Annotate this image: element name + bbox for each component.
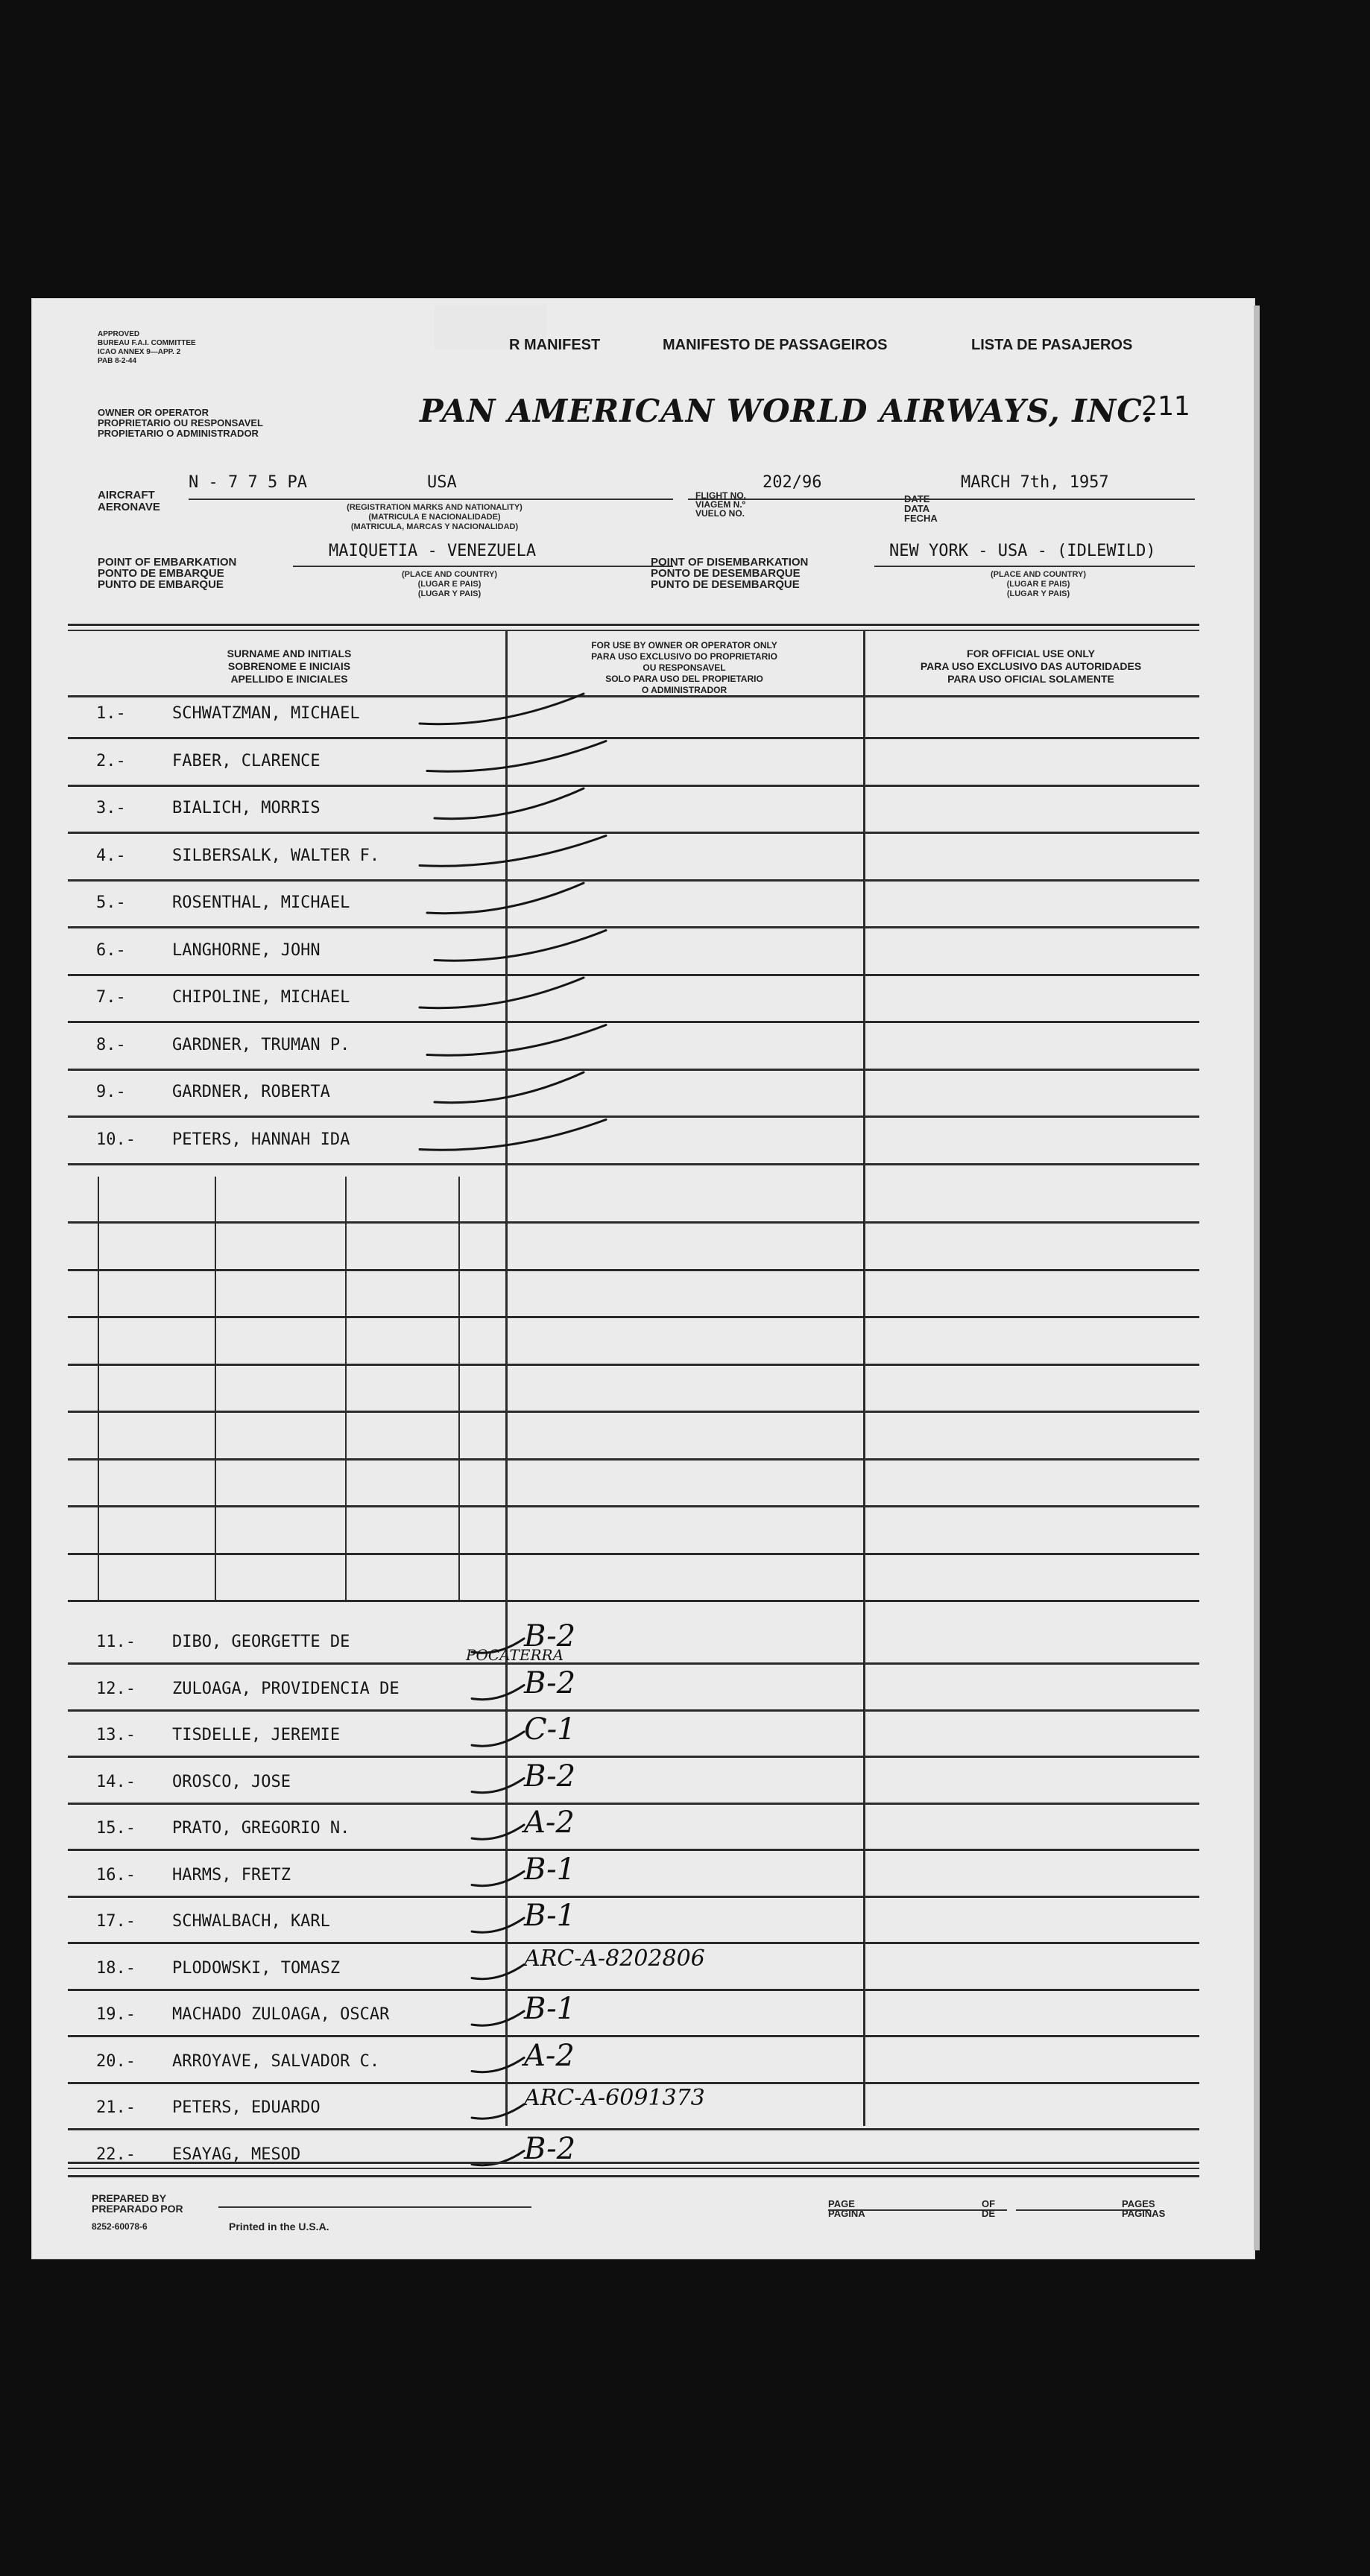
row-number: 6.-	[96, 940, 126, 960]
passenger-name: HARMS, FRETZ	[172, 1865, 291, 1884]
row-number: 18.-	[96, 1958, 136, 1978]
aircraft-value: N - 7 7 5 PA	[189, 473, 307, 492]
dash-mark	[472, 1732, 524, 1746]
dash-mark	[472, 1825, 524, 1839]
footer-rule-2	[68, 2168, 1199, 2169]
visa-code: B-2	[524, 1759, 576, 1794]
approval-block: APPROVED BUREAU F.A.I. COMMITTEE ICAO ANNEX 9—APP. 2 PAB 8-2-44	[98, 330, 196, 365]
row-number: 4.-	[96, 846, 126, 865]
passenger-name: ARROYAVE, SALVADOR C.	[172, 2051, 380, 2071]
page-labels: PAGE PAGINA	[828, 2198, 865, 2219]
owner-value: PAN AMERICAN WORLD AIRWAYS, INC.	[420, 393, 1154, 429]
dash-mark	[472, 1918, 524, 1932]
disembark-value: NEW YORK - USA - (IDLEWILD)	[889, 542, 1156, 560]
dash-mark	[472, 2058, 524, 2072]
row-number: 8.-	[96, 1035, 126, 1054]
page-edge	[1254, 306, 1260, 2250]
page-rule	[828, 2209, 1007, 2211]
passenger-name: GARDNER, TRUMAN P.	[172, 1035, 350, 1054]
flight-value: 202/96	[763, 473, 822, 492]
passenger-name: ESAYAG, MESOD	[172, 2145, 301, 2164]
embark-labels: POINT OF EMBARKATION PONTO DE EMBARQUE PUNTO DE EMBARQUE	[98, 556, 237, 591]
passenger-name: FABER, CLARENCE	[172, 751, 321, 770]
passenger-name: SILBERSALK, WALTER F.	[172, 846, 380, 865]
tick-mark	[420, 978, 584, 1008]
nationality-value: USA	[427, 473, 457, 492]
dash-mark	[472, 2011, 524, 2025]
tick-mark	[420, 1120, 606, 1151]
visa-code: ARC-A-6091373	[524, 2085, 705, 2111]
visa-code: A-2	[524, 1806, 575, 1840]
manifest-page	[31, 298, 1255, 2259]
visa-code: B-1	[524, 1899, 576, 1933]
tick-mark	[427, 1025, 606, 1056]
row-number: 19.-	[96, 2005, 136, 2024]
passenger-name: ROSENTHAL, MICHAEL	[172, 893, 350, 912]
title-lista: LISTA DE PASAJEROS	[971, 337, 1133, 353]
dash-mark	[472, 2104, 524, 2118]
passenger-name: MACHADO ZULOAGA, OSCAR	[172, 2005, 390, 2024]
row-number: 22.-	[96, 2145, 136, 2164]
passenger-name: PETERS, HANNAH IDA	[172, 1130, 350, 1149]
passenger-name: PLODOWSKI, TOMASZ	[172, 1958, 341, 1978]
row-number: 12.-	[96, 1679, 136, 1698]
row-number: 10.-	[96, 1130, 136, 1149]
row-number: 15.-	[96, 1819, 136, 1838]
visa-code: C-1	[524, 1712, 576, 1747]
row-number: 14.-	[96, 1772, 136, 1791]
visa-code: ARC-A-8202806	[524, 1945, 705, 1972]
row-number: 20.-	[96, 2051, 136, 2071]
title-manifest: R MANIFEST	[509, 337, 601, 353]
row-number: 3.-	[96, 799, 126, 817]
row-number: 7.-	[96, 988, 126, 1007]
passenger-name: CHIPOLINE, MICHAEL	[172, 988, 350, 1007]
row-number: 11.-	[96, 1633, 136, 1651]
passenger-name: GARDNER, ROBERTA	[172, 1083, 330, 1101]
disembark-place-subs: (PLACE AND COUNTRY) (LUGAR E PAIS) (LUGAR Y PAIS)	[990, 570, 1087, 598]
row-number: 16.-	[96, 1865, 136, 1884]
handwritten-ticks	[32, 299, 1254, 2259]
disembark-labels: POINT OF DISEMBARKATION PONTO DE DESEMBARQUE PUNTO DE DESEMBARQUE	[651, 556, 809, 591]
row-number: 9.-	[96, 1083, 126, 1101]
of-labels: OF DE	[982, 2198, 996, 2219]
prepared-labels: PREPARED BY PREPARADO POR	[92, 2192, 183, 2215]
passenger-name: PRATO, GREGORIO N.	[172, 1819, 350, 1838]
dash-mark	[472, 1639, 524, 1653]
tick-mark	[427, 741, 606, 772]
visa-code: A-2	[524, 2038, 575, 2073]
row-number: 5.-	[96, 893, 126, 912]
owner-labels: OWNER OR OPERATOR PROPRIETARIO OU RESPONSAVEL PROPIETARIO O ADMINISTRADOR	[98, 407, 263, 439]
passenger-name: DIBO, GEORGETTE DE	[172, 1633, 350, 1651]
passenger-name: SCHWALBACH, KARL	[172, 1912, 330, 1931]
handwritten-note: POCATERRA	[466, 1646, 564, 1664]
embark-place-subs: (PLACE AND COUNTRY) (LUGAR E PAIS) (LUGAR Y PAIS)	[401, 570, 498, 598]
pages-labels: PAGES PAGINAS	[1122, 2198, 1166, 2219]
tick-mark	[420, 694, 584, 724]
form-number: 8252-60078-6	[92, 2221, 148, 2232]
tick-mark	[435, 1072, 584, 1103]
dash-mark	[472, 1686, 524, 1700]
dash-mark	[472, 1872, 524, 1886]
tick-mark	[435, 931, 606, 961]
row-number: 21.-	[96, 2098, 136, 2117]
row-number: 2.-	[96, 751, 126, 770]
passenger-name: TISDELLE, JEREMIE	[172, 1726, 341, 1744]
title-manifesto: MANIFESTO DE PASSAGEIROS	[663, 337, 888, 353]
aircraft-labels: AIRCRAFT AERONAVE	[98, 489, 160, 513]
registration-subs: (REGISTRATION MARKS AND NATIONALITY) (MATRICULA E NACIONALIDADE) (MATRICULA, MARCAS Y NACIONALIDAD)	[347, 503, 523, 531]
passenger-name: PETERS, EDUARDO	[172, 2098, 321, 2117]
tick-mark	[435, 788, 584, 819]
col-head-names: SURNAME AND INITIALS SOBRENOME E INICIAIS APELLIDO E INICIALES	[227, 648, 352, 685]
footer-rule	[68, 2162, 1199, 2164]
passenger-name: LANGHORNE, JOHN	[172, 940, 321, 960]
page-number: 211	[1141, 391, 1190, 422]
visa-code: B-2	[524, 1665, 576, 1700]
col-head-owner-use: FOR USE BY OWNER OR OPERATOR ONLY PARA USO EXCLUSIVO DO PROPRIETARIO OU RESPONSAVEL SOLO PARA USO DEL PROPIETARIO O ADMINISTRADOR	[591, 640, 777, 695]
tick-mark	[420, 836, 606, 867]
tick-mark	[427, 883, 584, 914]
prepared-rule	[218, 2206, 531, 2208]
visa-code: B-2	[524, 2131, 576, 2166]
visa-code: B-1	[524, 1992, 576, 2026]
visa-code: B-1	[524, 1852, 576, 1887]
flight-labels: FLIGHT NO. VIAGEM N.º VUELO NO.	[695, 490, 746, 519]
row-number: 13.-	[96, 1726, 136, 1744]
dash-mark	[472, 1779, 524, 1793]
row-number: 17.-	[96, 1912, 136, 1931]
visa-code: B-2	[524, 1619, 576, 1653]
printed-in: Printed in the U.S.A.	[229, 2221, 329, 2232]
passenger-name: BIALICH, MORRIS	[172, 799, 321, 817]
date-value: MARCH 7th, 1957	[961, 473, 1109, 492]
col-head-official-use: FOR OFFICIAL USE ONLY PARA USO EXCLUSIVO DAS AUTORIDADES PARA USO OFICIAL SOLAMENTE	[920, 648, 1142, 685]
passenger-name: ZULOAGA, PROVIDENCIA DE	[172, 1679, 400, 1698]
passenger-name: SCHWATZMAN, MICHAEL	[172, 704, 360, 723]
passenger-name: OROSCO, JOSE	[172, 1772, 291, 1791]
embark-value: MAIQUETIA - VENEZUELA	[329, 542, 537, 560]
dash-mark	[472, 1965, 524, 1979]
date-labels: DATE DATA FECHA	[904, 493, 938, 524]
row-number: 1.-	[96, 704, 126, 723]
